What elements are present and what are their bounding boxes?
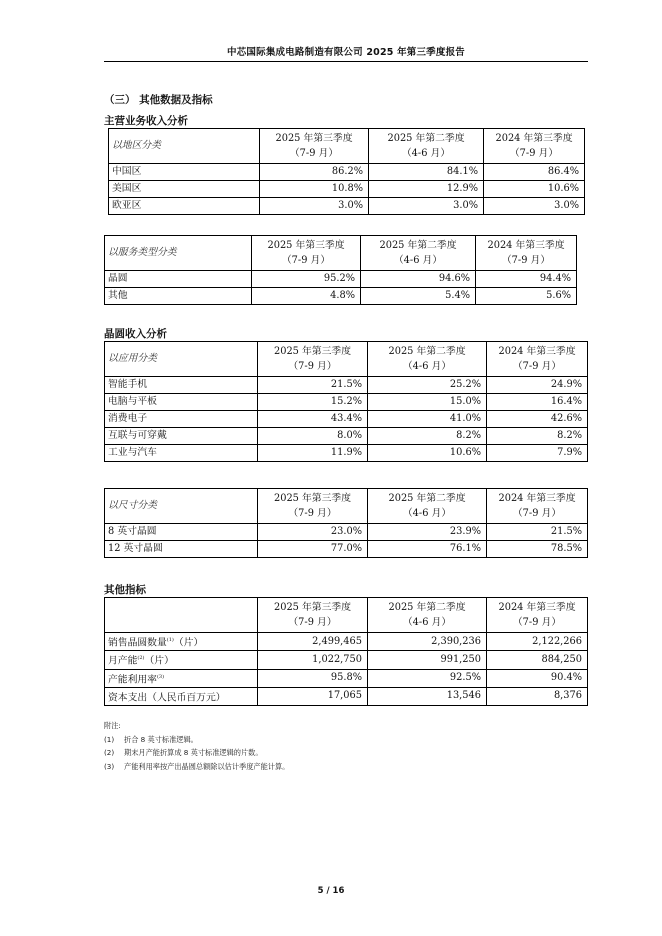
- cell-value: 21.5%: [258, 377, 368, 394]
- cell-value: 86.2%: [260, 164, 369, 181]
- cell-value: 4.8%: [252, 288, 361, 305]
- table-header-row: [105, 489, 588, 524]
- cell-value: 3.0%: [369, 198, 484, 215]
- cell-value: 95.2%: [252, 271, 361, 288]
- table-row: [105, 651, 588, 669]
- size-caption: 以尺寸分类: [105, 489, 258, 524]
- table-row: [105, 394, 588, 411]
- col-header: 2025 年第三季度 （7-9 月）: [260, 129, 369, 164]
- table-row: [105, 669, 588, 687]
- table-row: [105, 524, 588, 541]
- footnotes-title: 附注:: [104, 721, 121, 730]
- empty-caption: [105, 598, 258, 633]
- row-label: 智能手机: [105, 377, 258, 394]
- cell-value: 2,122,266: [487, 633, 588, 651]
- table-row: [105, 541, 588, 558]
- row-label: 资本支出（人民币百万元）: [105, 687, 258, 705]
- table-row: [105, 428, 588, 445]
- col-header: 2025 年第三季度 （7-9 月）: [252, 236, 361, 271]
- region-caption: 以地区分类: [109, 129, 260, 164]
- cell-value: 94.6%: [361, 271, 476, 288]
- table-row: [109, 164, 585, 181]
- cell-value: 23.9%: [368, 524, 487, 541]
- application-caption: 以应用分类: [105, 342, 258, 377]
- cell-value: 43.4%: [258, 411, 368, 428]
- table-row: [105, 288, 577, 305]
- row-label: 中国区: [109, 164, 260, 181]
- cell-value: 8.2%: [487, 428, 588, 445]
- cell-value: 884,250: [487, 651, 588, 669]
- col-header: 2025 年第二季度 （4-6 月）: [368, 489, 487, 524]
- cell-value: 78.5%: [487, 541, 588, 558]
- cell-value: 8.2%: [368, 428, 487, 445]
- table-row: [105, 411, 588, 428]
- header-rule: [104, 61, 588, 62]
- cell-value: 42.6%: [487, 411, 588, 428]
- service-table: [104, 235, 577, 305]
- cell-value: 2,499,465: [258, 633, 368, 651]
- col-header: 2024 年第三季度 （7-9 月）: [476, 236, 577, 271]
- col-header: 2024 年第三季度 （7-9 月）: [487, 342, 588, 377]
- cell-value: 10.6%: [368, 445, 487, 462]
- other-indicators-table: [104, 597, 588, 706]
- row-label: 其他: [105, 288, 252, 305]
- cell-value: 84.1%: [369, 164, 484, 181]
- table-row: [105, 445, 588, 462]
- row-label: 电脑与平板: [105, 394, 258, 411]
- row-label: 产能利用率$^{(3)}$: [105, 669, 258, 687]
- cell-value: 991,250: [368, 651, 487, 669]
- wafer-revenue-heading: 晶圆收入分析: [104, 328, 167, 340]
- cell-value: 94.4%: [476, 271, 577, 288]
- cell-value: 5.6%: [476, 288, 577, 305]
- cell-value: 23.0%: [258, 524, 368, 541]
- row-label: 欧亚区: [109, 198, 260, 215]
- row-label: 互联与可穿戴: [105, 428, 258, 445]
- cell-value: 2,390,236: [368, 633, 487, 651]
- cell-value: 8.0%: [258, 428, 368, 445]
- table-row: [105, 271, 577, 288]
- table-row: [109, 181, 585, 198]
- row-label: 12 英寸晶圆: [105, 541, 258, 558]
- page-number: 5 / 16: [317, 886, 345, 896]
- footnote-item: (3) 产能利用率按产出晶圆总额除以估计季度产能计算。: [104, 761, 290, 771]
- cell-value: 12.9%: [369, 181, 484, 198]
- col-header: 2025 年第三季度 （7-9 月）: [258, 598, 368, 633]
- cell-value: 21.5%: [487, 524, 588, 541]
- footnote-item: (1) 折合 8 英寸标准逻辑。: [104, 734, 198, 744]
- row-label: 消费电子: [105, 411, 258, 428]
- cell-value: 24.9%: [487, 377, 588, 394]
- row-label: 月产能$^{(2)}$（片）: [105, 651, 258, 669]
- cell-value: 17,065: [258, 687, 368, 705]
- col-header: 2025 年第二季度 （4-6 月）: [368, 598, 487, 633]
- cell-value: 10.6%: [484, 181, 585, 198]
- footnote-item: (2) 期末月产能折算成 8 英寸标准逻辑的片数。: [104, 748, 263, 757]
- col-header: 2024 年第三季度 （7-9 月）: [487, 489, 588, 524]
- cell-value: 25.2%: [368, 377, 487, 394]
- row-label: 8 英寸晶圆: [105, 524, 258, 541]
- section-heading: （三） 其他数据及指标: [104, 94, 213, 106]
- report-header: 中芯国际集成电路制造有限公司 2025 年第三季度报告: [227, 47, 465, 58]
- service-caption: 以服务类型分类: [105, 236, 252, 271]
- cell-value: 86.4%: [484, 164, 585, 181]
- cell-value: 13,546: [368, 687, 487, 705]
- cell-value: 7.9%: [487, 445, 588, 462]
- region-table: [108, 128, 585, 215]
- col-header: 2024 年第三季度 （7-9 月）: [484, 129, 585, 164]
- col-header: 2025 年第二季度 （4-6 月）: [369, 129, 484, 164]
- cell-value: 77.0%: [258, 541, 368, 558]
- col-header: 2024 年第三季度 （7-9 月）: [487, 598, 588, 633]
- cell-value: 92.5%: [368, 669, 487, 687]
- cell-value: 41.0%: [368, 411, 487, 428]
- cell-value: 11.9%: [258, 445, 368, 462]
- table-row: [105, 633, 588, 651]
- cell-value: 5.4%: [361, 288, 476, 305]
- table-header-row: [105, 598, 588, 633]
- row-label: 工业与汽车: [105, 445, 258, 462]
- row-label: 销售晶圆数量$^{(1)}$（片）: [105, 633, 258, 651]
- col-header: 2025 年第二季度 （4-6 月）: [368, 342, 487, 377]
- cell-value: 76.1%: [368, 541, 487, 558]
- size-table: [104, 488, 588, 558]
- cell-value: 95.8%: [258, 669, 368, 687]
- cell-value: 1,022,750: [258, 651, 368, 669]
- application-table: [104, 341, 588, 462]
- cell-value: 16.4%: [487, 394, 588, 411]
- cell-value: 3.0%: [484, 198, 585, 215]
- table-header-row: [105, 342, 588, 377]
- col-header: 2025 年第二季度 （4-6 月）: [361, 236, 476, 271]
- other-indicators-heading: 其他指标: [104, 584, 146, 596]
- cell-value: 8,376: [487, 687, 588, 705]
- cell-value: 3.0%: [260, 198, 369, 215]
- cell-value: 15.0%: [368, 394, 487, 411]
- table-row: [109, 198, 585, 215]
- col-header: 2025 年第三季度 （7-9 月）: [258, 489, 368, 524]
- row-label: 美国区: [109, 181, 260, 198]
- table-header-row: [109, 129, 585, 164]
- table-header-row: [105, 236, 577, 271]
- cell-value: 90.4%: [487, 669, 588, 687]
- table-row: [105, 377, 588, 394]
- cell-value: 15.2%: [258, 394, 368, 411]
- cell-value: 10.8%: [260, 181, 369, 198]
- footnotes: [104, 719, 289, 773]
- row-label: 晶圆: [105, 271, 252, 288]
- table-row: [105, 687, 588, 705]
- main-revenue-heading: 主营业务收入分析: [104, 115, 188, 127]
- col-header: 2025 年第三季度 （7-9 月）: [258, 342, 368, 377]
